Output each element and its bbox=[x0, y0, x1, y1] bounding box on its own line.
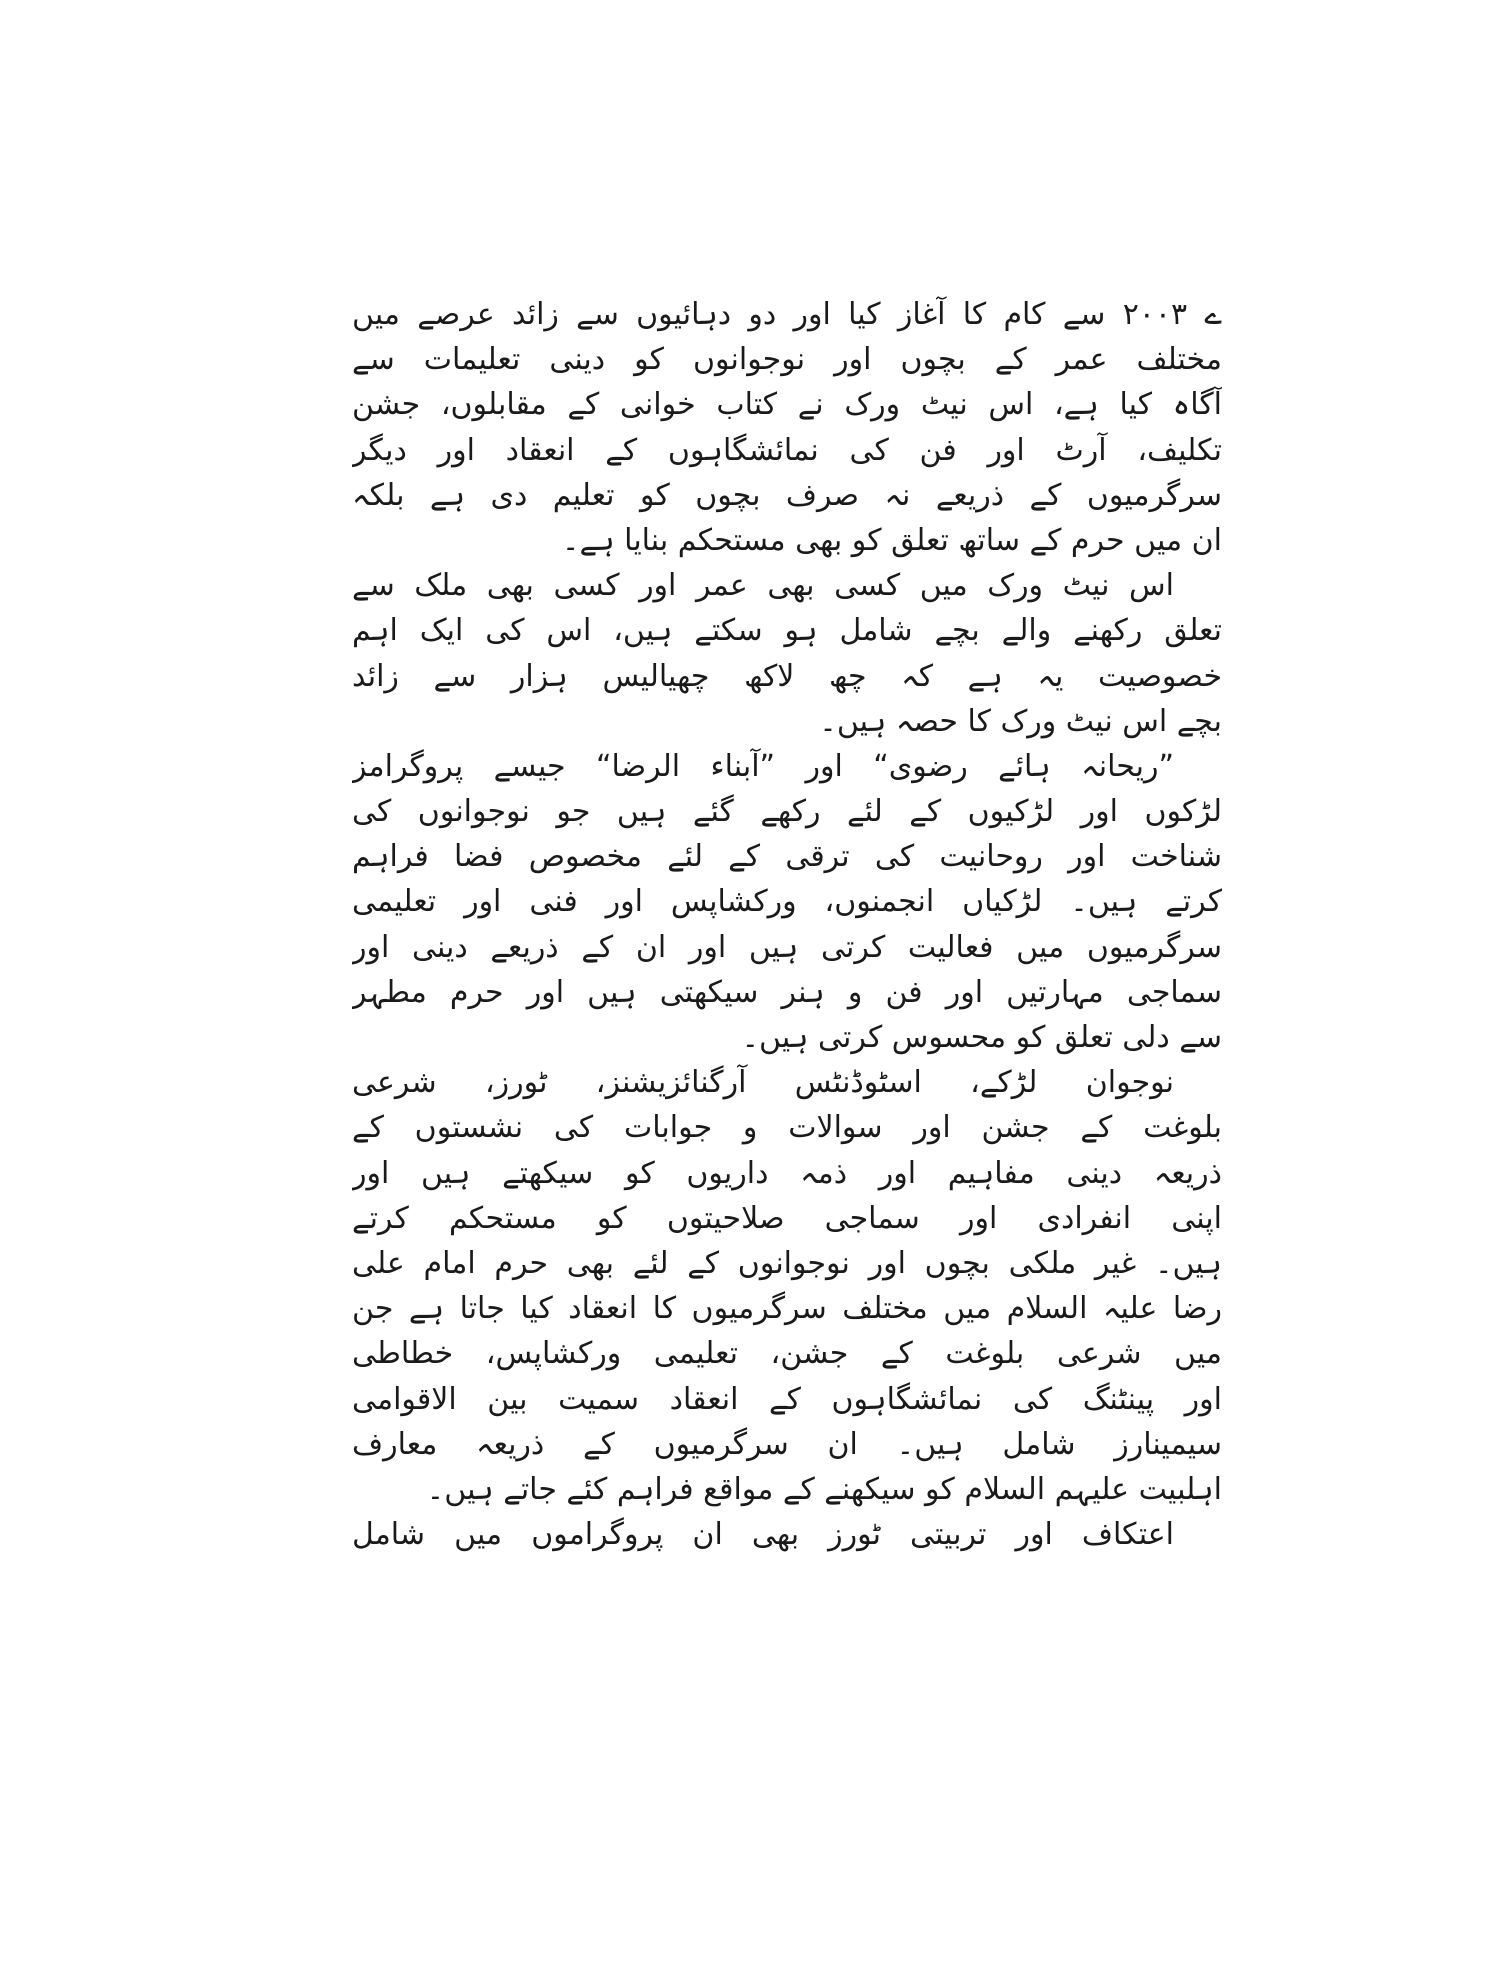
main-text-line: بلوغت کے جشن اور سوالات و جوابات کی نشستوں کے bbox=[352, 1110, 1222, 1146]
main-text-line: اس نیٹ ورک میں کسی بھی عمر اور کسی بھی ملک سے bbox=[352, 568, 1174, 604]
main-text-line: آگاہ کیا ہے، اس نیٹ ورک نے کتاب خوانی کے مقابلوں، جشن bbox=[352, 387, 1222, 423]
main-text-line: شناخت اور روحانیت کی ترقی کے لئے مخصوص فضا فراہم bbox=[352, 839, 1222, 875]
main-text-line: خصوصیت یہ ہے کہ چھ لاکھ چھیالیس ہزار سے زائد bbox=[352, 658, 1222, 694]
main-text-line: اور پینٹنگ کی نمائشگاہوں کے انعقاد سمیت بین الاقوامی bbox=[352, 1381, 1222, 1417]
main-text-line: ”ریحانہ ہائے رضوی“ اور ”آبناء الرضا“ جیسے پروگرامز bbox=[352, 748, 1174, 784]
main-text-line: ے ۲۰۰۳ سے کام کا آغاز کیا اور دو دہائیوں سے زائد عرصے میں bbox=[352, 297, 1222, 332]
main-text-line: میں شرعی بلوغت کے جشن، تعلیمی ورکشاپس، خطاطی bbox=[352, 1336, 1222, 1372]
main-text-line: تکلیف، آرٹ اور فن کی نمائشگاہوں کے انعقاد اور دیگر bbox=[352, 432, 1222, 468]
main-text-column bbox=[352, 292, 1222, 1557]
main-text-line: رضا علیہ السلام میں مختلف سرگرمیوں کا انعقاد کیا جاتا ہے جن bbox=[352, 1291, 1222, 1327]
main-text-line: ہیں۔ غیر ملکی بچوں اور نوجوانوں کے لئے بھی حرم امام علی bbox=[352, 1245, 1222, 1281]
main-text-line: سرگرمیوں کے ذریعے نہ صرف بچوں کو تعلیم دی ہے بلکہ bbox=[352, 477, 1222, 513]
main-text-line: ذریعہ دینی مفاہیم اور ذمہ داریوں کو سیکھتے ہیں اور bbox=[352, 1155, 1222, 1191]
main-text-line: اپنی انفرادی اور سماجی صلاحیتوں کو مستحکم کرتے bbox=[352, 1200, 1222, 1236]
main-text-line: سے دلی تعلق کو محسوس کرتی ہیں۔ bbox=[741, 1020, 1222, 1055]
main-text-line: کرتے ہیں۔ لڑکیاں انجمنوں، ورکشاپس اور فنی اور تعلیمی bbox=[352, 884, 1222, 920]
main-text-line: نوجوان لڑکے، اسٹوڈنٹس آرگنائزیشنز، ٹورز، شرعی bbox=[352, 1065, 1174, 1101]
main-text-line: سماجی مہارتیں اور فن و ہنر سیکھتی ہیں اور حرم مطہر bbox=[352, 974, 1222, 1010]
main-text-line: ان میں حرم کے ساتھ تعلق کو بھی مستحکم بنایا ہے۔ bbox=[561, 522, 1222, 558]
main-text-line: لڑکوں اور لڑکیوں کے لئے رکھے گئے ہیں جو نوجوانوں کی bbox=[352, 794, 1222, 830]
main-text-line: بچے اس نیٹ ورک کا حصہ ہیں۔ bbox=[819, 703, 1222, 739]
main-text-line: اہلبیت علیہم السلام کو سیکھنے کے مواقع فراہم کئے جاتے ہیں۔ bbox=[426, 1471, 1222, 1507]
main-text-line: سیمینارز شامل ہیں۔ ان سرگرمیوں کے ذریعہ معارف bbox=[352, 1426, 1222, 1462]
main-text-line: سرگرمیوں میں فعالیت کرتی ہیں اور ان کے ذریعے دینی اور bbox=[352, 929, 1222, 965]
main-text-line: اعتکاف اور تربیتی ٹورز بھی ان پروگراموں میں شامل bbox=[352, 1517, 1174, 1553]
main-text-line: تعلق رکھنے والے بچے شامل ہو سکتے ہیں، اس کی ایک اہم bbox=[352, 613, 1222, 649]
main-text-line: مختلف عمر کے بچوں اور نوجوانوں کو دینی تعلیمات سے bbox=[352, 342, 1222, 378]
